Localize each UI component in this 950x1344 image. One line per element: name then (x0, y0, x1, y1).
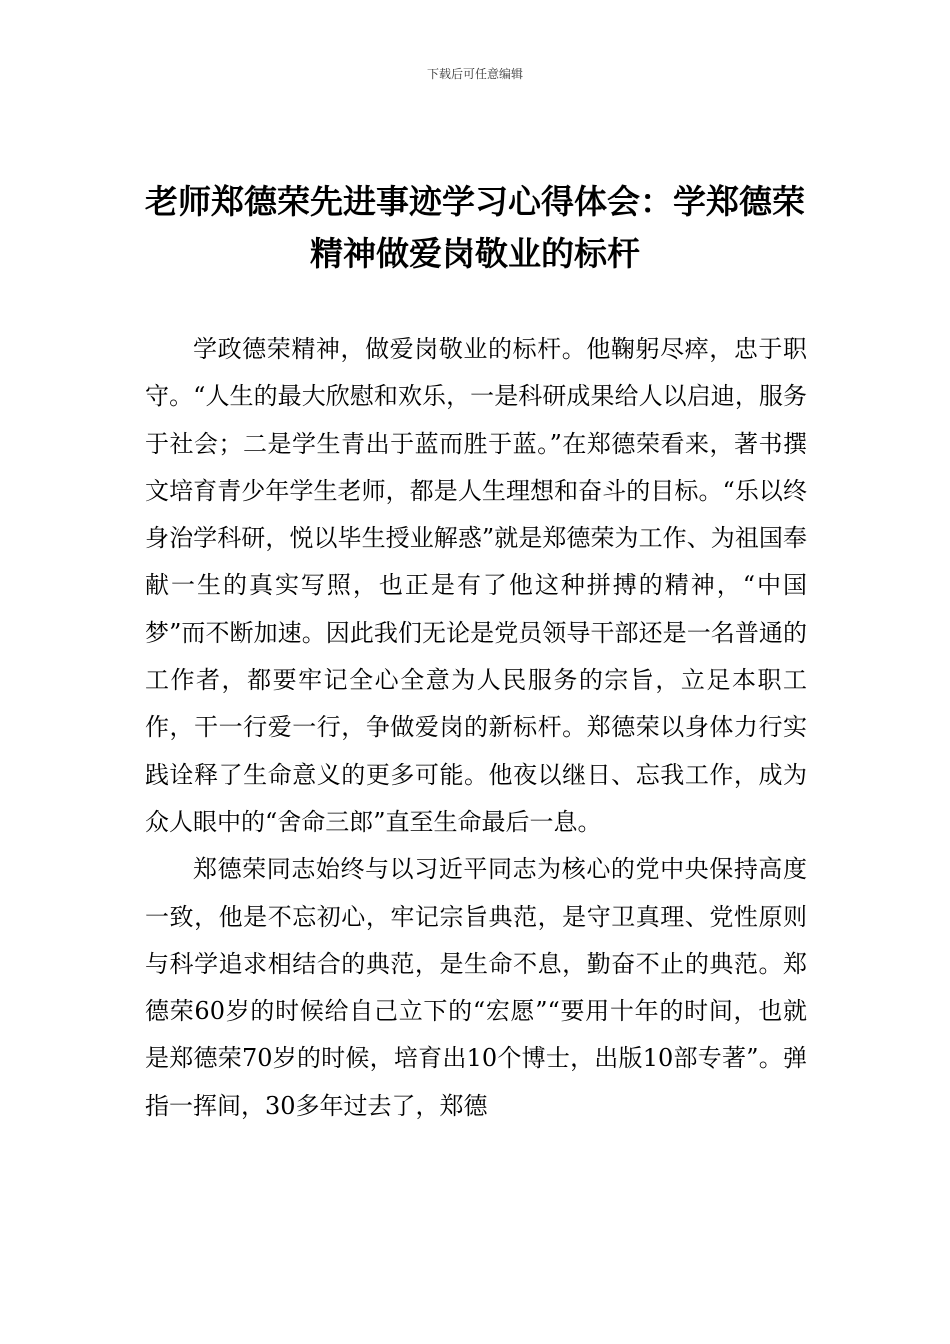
header-note: 下载后可任意编辑 (426, 67, 523, 81)
document-title: 老师郑德荣先进事迹学习心得体会：学郑德荣精神做爱岗敬业的标杆 (145, 182, 805, 273)
document-body (145, 326, 807, 1130)
paragraph-2: 郑德荣同志始终与以习近平同志为核心的党中央保持高度一致，他是不忘初心，牢记宗旨典范，是守卫真理、党性原则与科学追求相结合的典范，是生命不息，勤奋不止的典范。郑德荣60岁的时候给自己立下的“宏愿”“要用十年的时间，也就是郑德荣70岁的时候，培育出10个博士，出版10部专著”。弹指一挥间，30多年过去了，郑德 (145, 855, 807, 1120)
paragraph-1: 学政德荣精神，做爱岗敬业的标杆。他鞠躬尽瘁，忠于职守。“人生的最大欣慰和欢乐，一是科研成果给人以启迪，服务于社会；二是学生青出于蓝而胜于蓝。”在郑德荣看来，著书撰文培育青少年学生老师，都是人生理想和奋斗的目标。“乐以终身治学科研，悦以毕生授业解惑”就是郑德荣为工作、为祖国奉献一生的真实写照，也正是有了他这种拼搏的精神，“中国梦”而不断加速。因此我们无论是党员领导干部还是一名普通的工作者，都要牢记全心全意为人民服务的宗旨，立足本职工作，干一行爱一行，争做爱岗的新标杆。郑德荣以身体力行实践诠释了生命意义的更多可能。他夜以继日、忘我工作，成为众人眼中的“舍命三郎”直至生命最后一息。 (145, 335, 807, 836)
